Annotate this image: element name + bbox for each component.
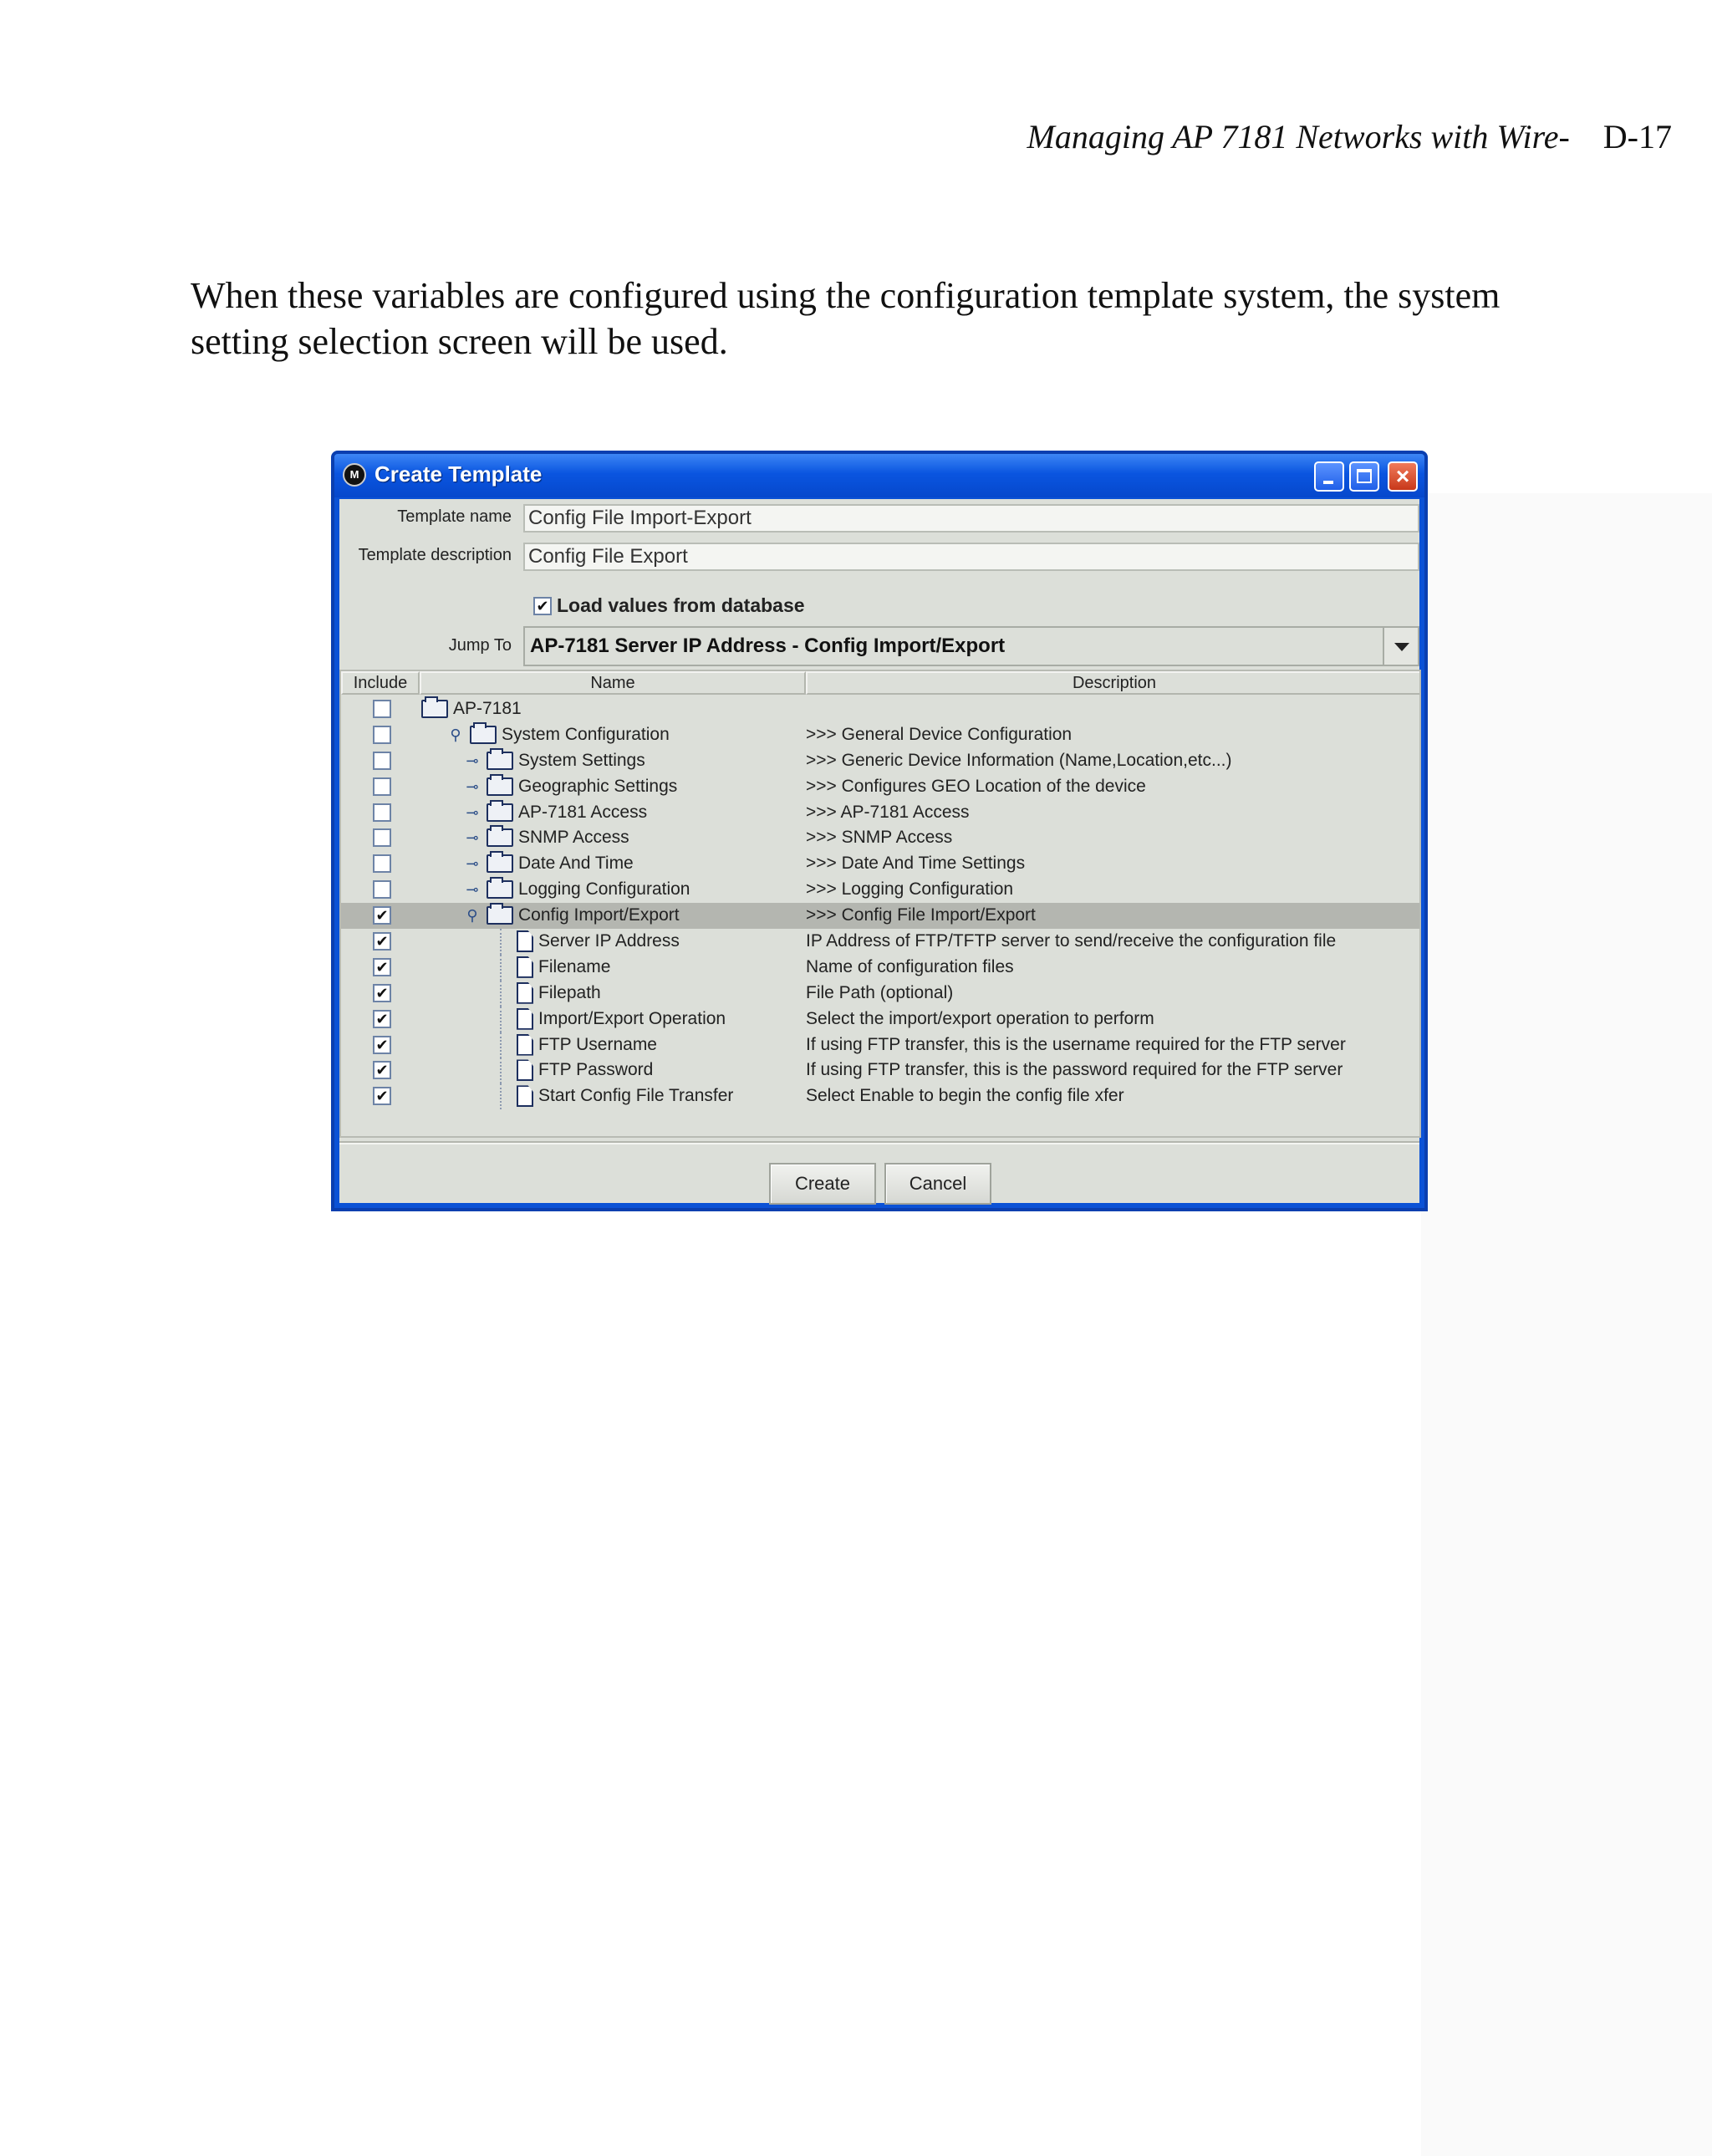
tree-node[interactable] xyxy=(463,750,645,772)
row-description: If using FTP transfer, this is the username required for the FTP server xyxy=(806,1034,1346,1054)
table-row[interactable] xyxy=(341,774,1419,800)
tree-node-label: System Settings xyxy=(518,750,645,770)
tree-node-label: System Configuration xyxy=(502,724,670,744)
template-name-label: Template name xyxy=(397,507,512,526)
row-description: >>> General Device Configuration xyxy=(806,724,1073,744)
row-description: IP Address of FTP/TFTP server to send/receive the configuration file xyxy=(806,931,1337,951)
tree-node[interactable] xyxy=(463,802,647,823)
maximize-button[interactable] xyxy=(1349,461,1379,492)
folder-icon xyxy=(421,700,448,718)
file-icon xyxy=(517,1034,533,1056)
load-values-label: Load values from database xyxy=(557,594,805,616)
tree-node-label: Import/Export Operation xyxy=(538,1008,726,1028)
folder-icon xyxy=(487,880,513,899)
include-checkbox[interactable]: ✔ xyxy=(373,958,391,976)
tree-node[interactable] xyxy=(517,956,610,978)
tree-node[interactable] xyxy=(463,905,680,926)
folder-icon xyxy=(487,906,513,925)
collapsed-node-icon[interactable]: ⊸ xyxy=(466,803,479,821)
tree-node[interactable] xyxy=(517,930,680,952)
tree-node[interactable] xyxy=(517,1059,653,1081)
expanded-node-icon[interactable]: ⚲ xyxy=(466,907,478,925)
tree-node-label: AP-7181 Access xyxy=(518,802,648,822)
minimize-button[interactable] xyxy=(1314,461,1344,492)
row-description: >>> Configures GEO Location of the device xyxy=(806,776,1146,796)
tree-node[interactable] xyxy=(517,1008,726,1030)
include-checkbox[interactable]: ✔ xyxy=(373,1087,391,1105)
table-row[interactable] xyxy=(341,1032,1419,1058)
table-body xyxy=(341,696,1419,1109)
tree-node-label: FTP Username xyxy=(538,1034,657,1054)
jump-to-select[interactable] xyxy=(523,626,1419,666)
include-checkbox[interactable] xyxy=(373,777,391,796)
row-description: Name of configuration files xyxy=(806,956,1014,976)
collapsed-node-icon[interactable]: ⊸ xyxy=(466,777,479,795)
tree-node[interactable] xyxy=(421,698,522,720)
tree-node[interactable] xyxy=(517,1085,733,1107)
maximize-icon xyxy=(1357,469,1372,483)
tree-node-label: Geographic Settings xyxy=(518,776,678,796)
include-checkbox[interactable]: ✔ xyxy=(373,906,391,925)
load-values-checkbox[interactable]: ✔ xyxy=(533,597,552,615)
dropdown-arrow-icon[interactable] xyxy=(1383,628,1418,665)
tree-node-label: Server IP Address xyxy=(538,931,680,951)
jump-to-label: Jump To xyxy=(448,636,512,655)
include-checkbox[interactable]: ✔ xyxy=(373,1061,391,1079)
table-row[interactable] xyxy=(341,722,1419,748)
tree-node[interactable] xyxy=(463,827,629,849)
include-checkbox[interactable]: ✔ xyxy=(373,1010,391,1028)
load-values-option[interactable] xyxy=(533,594,805,617)
tree-node[interactable] xyxy=(463,879,690,900)
cancel-button[interactable]: Cancel xyxy=(884,1163,991,1205)
table-row[interactable] xyxy=(341,903,1419,929)
tree-node-label: AP-7181 xyxy=(453,699,522,718)
template-settings-table xyxy=(339,670,1421,1138)
file-icon xyxy=(517,956,533,978)
expanded-node-icon[interactable]: ⚲ xyxy=(450,726,461,743)
column-header-name[interactable]: Name xyxy=(420,671,806,695)
template-description-input[interactable]: Config File Export xyxy=(523,543,1419,571)
table-row[interactable] xyxy=(341,1007,1419,1032)
tree-connector-line xyxy=(500,981,502,1007)
page-number: D-17 xyxy=(1602,118,1672,155)
include-checkbox[interactable] xyxy=(373,854,391,873)
table-header xyxy=(341,671,1419,695)
template-description-label: Template description xyxy=(358,546,512,564)
tree-connector-line xyxy=(500,955,502,981)
footer-separator xyxy=(339,1141,1419,1144)
create-button[interactable]: Create xyxy=(769,1163,876,1205)
table-row[interactable] xyxy=(341,929,1419,955)
intro-paragraph: When these variables are configured using the configuration template system, the system setting selection screen will be used. xyxy=(191,275,1501,362)
tree-node[interactable] xyxy=(517,1034,657,1056)
row-description: >>> Logging Configuration xyxy=(806,879,1014,900)
collapsed-node-icon[interactable]: ⊸ xyxy=(466,881,479,899)
file-icon xyxy=(517,930,533,952)
dialog-title: Create Template xyxy=(374,461,543,487)
dialog-client-area xyxy=(339,499,1419,1203)
row-description: >>> SNMP Access xyxy=(806,828,953,848)
row-description: Select the import/export operation to perform xyxy=(806,1008,1154,1028)
tree-connector-line xyxy=(500,1032,502,1058)
include-checkbox[interactable] xyxy=(373,752,391,770)
close-button[interactable] xyxy=(1388,461,1418,492)
table-row[interactable] xyxy=(341,851,1419,877)
column-header-include[interactable]: Include xyxy=(341,671,420,695)
include-checkbox[interactable]: ✔ xyxy=(373,1036,391,1054)
tree-node-label: Start Config File Transfer xyxy=(538,1086,734,1106)
table-row[interactable] xyxy=(341,877,1419,903)
tree-node-label: Date And Time xyxy=(518,854,634,874)
tree-node-label: Filename xyxy=(538,956,611,976)
include-checkbox[interactable] xyxy=(373,726,391,744)
create-template-dialog xyxy=(331,451,1428,1211)
table-row[interactable] xyxy=(341,800,1419,826)
file-icon xyxy=(517,1008,533,1030)
table-row[interactable] xyxy=(341,955,1419,981)
folder-icon xyxy=(487,828,513,847)
tree-node-label: Filepath xyxy=(538,982,601,1002)
tree-node-label: SNMP Access xyxy=(518,828,629,848)
jump-to-value: AP-7181 Server IP Address - Config Import/Export xyxy=(530,635,1006,657)
tree-node-label: Logging Configuration xyxy=(518,879,690,900)
collapsed-node-icon[interactable]: ⊸ xyxy=(466,752,479,769)
file-icon xyxy=(517,982,533,1004)
row-description: >>> AP-7181 Access xyxy=(806,802,970,822)
row-description: Select Enable to begin the config file xfer xyxy=(806,1086,1124,1106)
tree-connector-line xyxy=(500,1083,502,1109)
include-checkbox[interactable]: ✔ xyxy=(373,984,391,1002)
row-description: >>> Generic Device Information (Name,Location,etc...) xyxy=(806,750,1232,770)
table-row[interactable] xyxy=(341,1083,1419,1109)
row-description: If using FTP transfer, this is the password required for the FTP server xyxy=(806,1060,1343,1080)
tree-node-label: FTP Password xyxy=(538,1060,654,1080)
table-row[interactable] xyxy=(341,825,1419,851)
folder-icon xyxy=(470,726,497,744)
template-name-input[interactable]: Config File Import-Export xyxy=(523,504,1419,533)
column-header-description[interactable]: Description xyxy=(806,671,1421,695)
tree-connector-line xyxy=(500,1007,502,1032)
title-bar[interactable] xyxy=(334,454,1424,497)
tree-connector-line xyxy=(500,929,502,955)
include-checkbox[interactable] xyxy=(373,828,391,847)
row-description: File Path (optional) xyxy=(806,982,954,1002)
include-checkbox[interactable] xyxy=(373,880,391,899)
motorola-logo-icon: M xyxy=(343,463,366,487)
table-row[interactable] xyxy=(341,981,1419,1007)
table-row[interactable] xyxy=(341,748,1419,774)
row-description: >>> Config File Import/Export xyxy=(806,905,1036,925)
tree-node[interactable] xyxy=(463,853,634,874)
folder-icon xyxy=(487,803,513,822)
table-row[interactable] xyxy=(341,696,1419,722)
tree-node[interactable] xyxy=(463,776,677,798)
running-header-title: Managing AP 7181 Networks with Wire- xyxy=(1027,118,1570,155)
page-shade xyxy=(1421,493,1712,2156)
include-checkbox[interactable]: ✔ xyxy=(373,932,391,951)
minimize-icon xyxy=(1323,481,1333,484)
page-header xyxy=(1027,117,1672,156)
collapsed-node-icon[interactable]: ⊸ xyxy=(466,829,479,847)
include-checkbox[interactable] xyxy=(373,700,391,718)
tree-connector-line xyxy=(500,1058,502,1083)
folder-icon xyxy=(487,854,513,873)
tree-node[interactable] xyxy=(446,724,670,746)
include-checkbox[interactable] xyxy=(373,803,391,822)
row-description: >>> Date And Time Settings xyxy=(806,854,1026,874)
collapsed-node-icon[interactable]: ⊸ xyxy=(466,855,479,873)
tree-node[interactable] xyxy=(517,982,601,1004)
tree-node-label: Config Import/Export xyxy=(518,905,680,925)
file-icon xyxy=(517,1059,533,1081)
table-row[interactable] xyxy=(341,1058,1419,1083)
close-icon: × xyxy=(1395,463,1410,489)
folder-icon xyxy=(487,777,513,796)
file-icon xyxy=(517,1085,533,1107)
folder-icon xyxy=(487,752,513,770)
